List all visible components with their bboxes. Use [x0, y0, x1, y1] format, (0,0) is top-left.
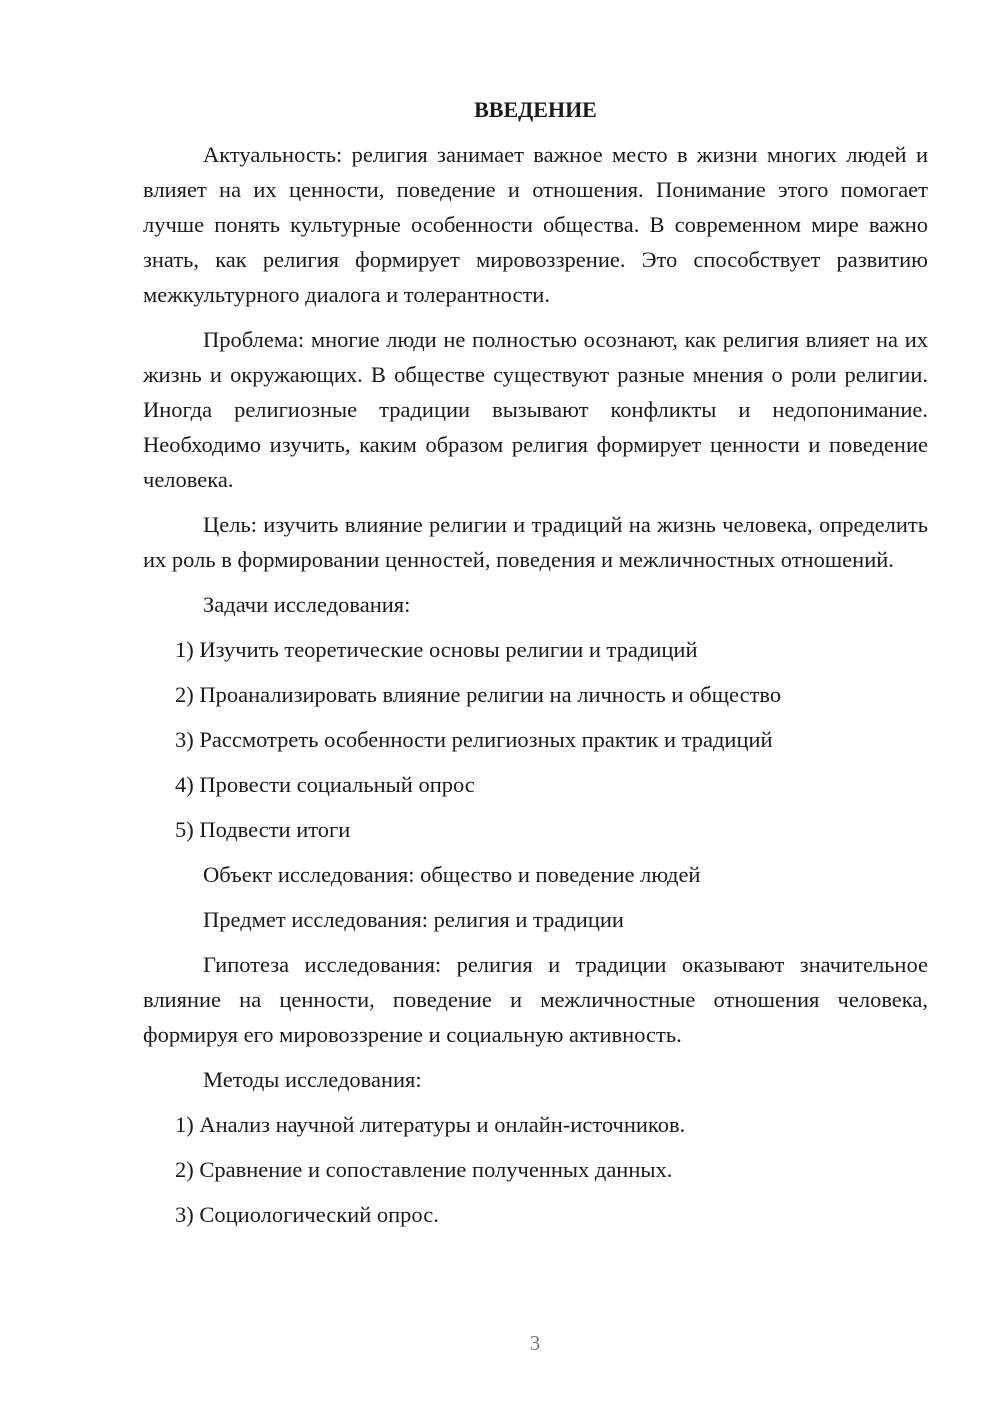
tasks-list: [143, 632, 928, 847]
list-item: 1) Изучить теоретические основы религии и традиций: [175, 637, 698, 662]
list-item: 5) Подвести итоги: [175, 817, 351, 842]
list-item: 4) Провести социальный опрос: [175, 772, 475, 797]
section-title: ВВЕДЕНИЕ: [474, 97, 597, 122]
research-subject: Предмет исследования: религия и традиции: [203, 907, 624, 932]
hypothesis-paragraph: Гипотеза исследования: религия и традиции оказывают значительное влияние на ценности, поведение и межличностные отношения человека, формируя его мировоззрение и социальную активность.: [143, 952, 928, 1047]
list-item: 3) Социологический опрос.: [175, 1202, 439, 1227]
goal-paragraph: Цель: изучить влияние религии и традиций на жизнь человека, определить их роль в формировании ценностей, поведения и межличностных отношений.: [143, 512, 928, 572]
list-item: 1) Анализ научной литературы и онлайн-источников.: [175, 1112, 686, 1137]
tasks-heading: Задачи исследования:: [203, 592, 411, 617]
list-item: 2) Сравнение и сопоставление полученных данных.: [175, 1157, 673, 1182]
problem-paragraph: Проблема: многие люди не полностью осознают, как религия влияет на их жизнь и окружающих. В обществе существуют разные мнения о роли религии. Иногда религиозные традиции вызывают конфликты и недопонимание. Необходимо изучить, каким образом религия формирует ценности и поведение человека.: [143, 327, 928, 492]
methods-list: [143, 1107, 928, 1232]
relevance-paragraph: Актуальность: религия занимает важное место в жизни многих людей и влияет на их ценности, поведение и отношения. Понимание этого помогает лучше понять культурные особенности общества. В современном мире важно знать, как религия формирует мировоззрение. Это способствует развитию межкультурного диалога и толерантности.: [143, 142, 928, 307]
document-page: [143, 92, 928, 1242]
page-number: 3: [529, 1331, 541, 1355]
list-item: 3) Рассмотреть особенности религиозных практик и традиций: [175, 727, 773, 752]
list-item: 2) Проанализировать влияние религии на личность и общество: [175, 682, 782, 707]
methods-heading: Методы исследования:: [203, 1067, 422, 1092]
research-object: Объект исследования: общество и поведение людей: [203, 862, 701, 887]
